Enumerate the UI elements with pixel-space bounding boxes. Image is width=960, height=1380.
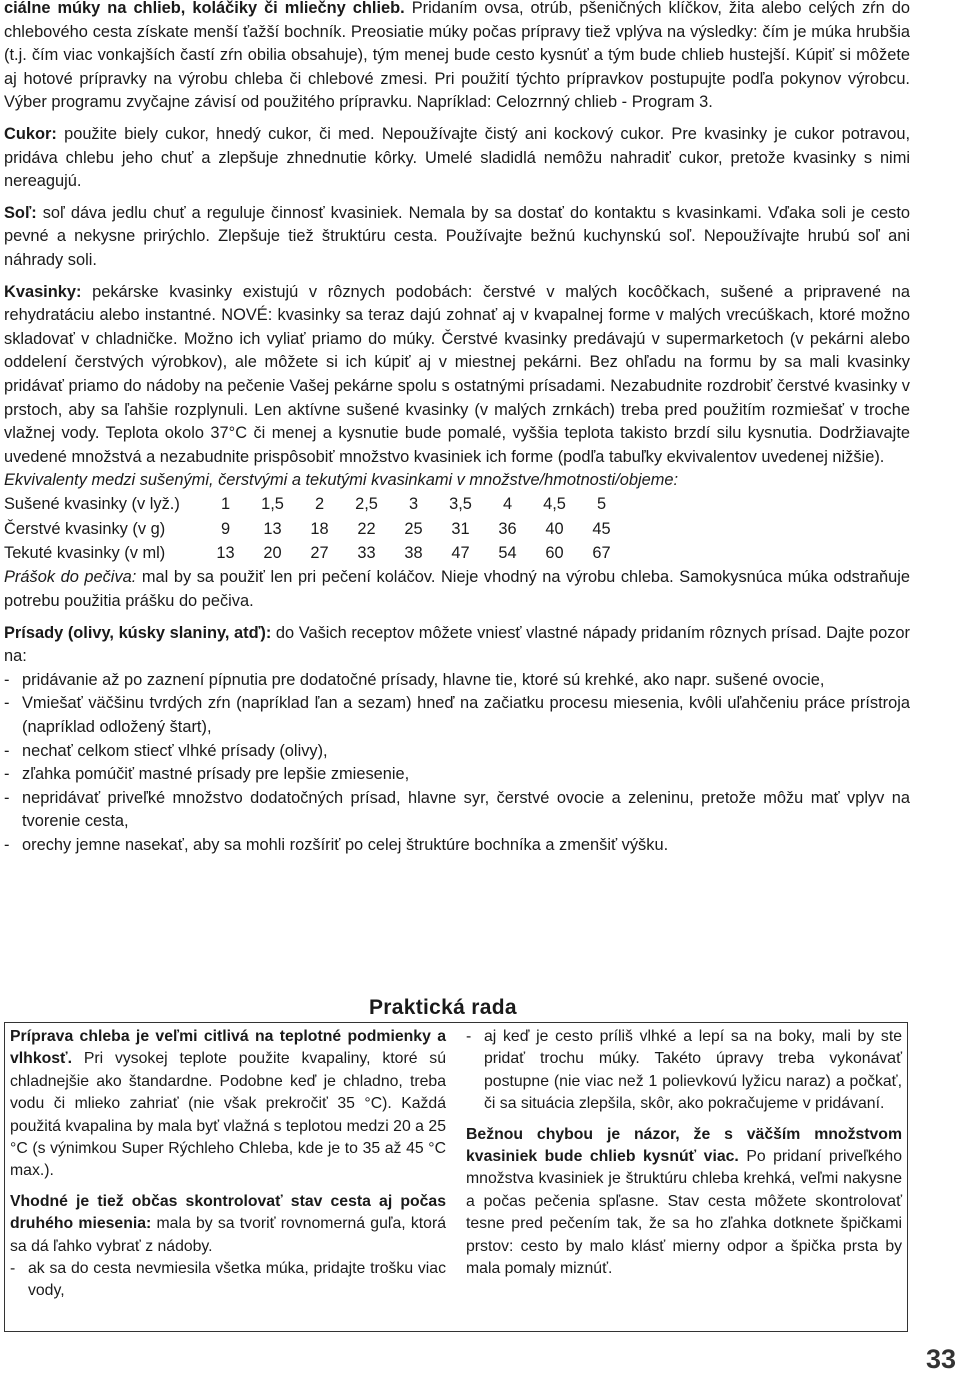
tip-check-heading: Vhodné je tiež občas skontrolovať stav cesta aj počas druhého miesenia: [10, 1192, 446, 1233]
table-cell: 33 [357, 544, 376, 563]
tip-left-column [10, 1026, 446, 1303]
list-item: - ak sa do cesta nevmiesila všetka múka, pridajte trošku viac vody, [10, 1258, 446, 1303]
tip-box-title: Praktická rada [363, 994, 523, 1022]
list-item: - aj keď je cesto príliš vlhké a lepí sa na boky, mali by ste pridať trochu múky. Takéto úpravy treba vykonávať postupne (nie viac než 1 polievkovú lyžicu naraz) a počkať, či sa situácia zlepšila, skôr, ako pokračujeme v pridávaní. [466, 1026, 902, 1116]
table-row-label: Sušené kvasinky (v lyž.) [4, 495, 180, 514]
table-cell: 38 [404, 544, 423, 563]
tip-temperature-heading: Príprava chleba je veľmi citlivá na teplotné podmienky a vlhkosť. [10, 1028, 446, 1068]
main-text [4, 0, 910, 858]
salt-text: soľ dáva jedlu chuť a reguluje činnosť kvasiniek. Nemala by sa dostať do kontaktu s kvasinkami. Vďaka soli je cesto pevné a nekysne prirýchlo. Zlepšuje tiež štruktúru cesta. Používajte bežnú kuchynskú soľ. Nepoužívajte hrubú soľ ani náhrady soli. [4, 203, 910, 269]
table-cell: 25 [404, 519, 423, 538]
paragraph-salt [4, 202, 910, 273]
table-row [4, 542, 625, 567]
table-cell: 31 [451, 519, 470, 538]
list-item: - Vmiešať väčšinu tvrdých zŕn (napríklad ľan a sezam) hneď na začiatku procesu miesenia, kvôli uľahčeniu práce prístroja (napríklad odložený štart), [4, 692, 910, 739]
additions-list [4, 669, 910, 858]
table-cell: 1 [220, 495, 231, 514]
paragraph-flour [4, 0, 910, 115]
table-cell: 3,5 [449, 495, 472, 514]
tip-check-paragraph [10, 1191, 446, 1258]
flour-text: Pridaním ovsa, otrúb, pšeničných klíčkov, žita alebo celých zŕn do chlebového cesta získate menší ťažší bochník. Preosiatie múky počas prípravy tiež vplýva na výsledky: čím je múka hrubšia (t.j. čím viac vonkajších častí zŕn obilia obsahuje), tým menej bude cesto kysnúť a tým bude chlieb hustejší. Kúpiť si môžete aj hotové prípravky na výrobu chleba či chlebové zmesi. Pri použití týchto prípravkov postupujte podľa pokynov výrobcu. Výber programu zvyčajne závisí od použitého prípravku. Napríklad: Celozrnný chlieb - Program 3. [4, 0, 910, 112]
table-row [4, 517, 625, 542]
table-cell: 2,5 [355, 495, 378, 514]
table-cell: 47 [451, 544, 470, 563]
table-cell: 40 [545, 519, 564, 538]
additions-heading: Prísady (olivy, kúsky slaniny, atď): [4, 623, 272, 642]
table-row-label: Čerstvé kvasinky (v g) [4, 519, 166, 538]
table-cell: 36 [498, 519, 517, 538]
tip-check-text: mala by sa tvoriť rovnomerná guľa, ktorá sa dá ľahko vybrať z nádoby. [10, 1215, 446, 1255]
tip-temperature-text: Pri vysokej teplote použite kvapaliny, ktoré sú chladnejšie ako štandardne. Podobne keď je chladno, treba vodu či mlieko zahriať (nie však prekročiť 35 °C). Každá použitá kvapalina by mala byť vlažná s teplotou medzi 20 a 25 °C (s výnimkou Super Rýchleho Chleba, kde je to 35 až 45 °C max.). [10, 1050, 446, 1180]
baking-powder-text: mal by sa použiť len pri pečení koláčov. Nieje vhodný na výrobu chleba. Samokysnúca múka odstraňuje potrebu použitia prášku do pečiva. [4, 568, 910, 610]
table-cell: 1,5 [261, 495, 284, 514]
baking-powder-heading: Prášok do pečiva: [4, 568, 137, 587]
list-item: - pridávanie až po zaznení pípnutia pre dodatočné prísady, hlavne tie, ktoré sú krehké, ako napr. sušené ovocie, [4, 669, 910, 693]
tip-yeast-heading: Bežnou chybou je názor, že s väčším množstvom kvasiniek bude chlieb kysnúť viac. [466, 1125, 902, 1166]
tip-left-list [10, 1258, 446, 1303]
table-row-label: Tekuté kvasinky (v ml) [4, 544, 166, 563]
table-cell: 54 [498, 544, 517, 563]
table-cell: 4 [502, 495, 513, 514]
paragraph-additions [4, 622, 910, 669]
salt-heading: Soľ: [4, 203, 37, 222]
table-cell: 2 [314, 495, 325, 514]
tip-right-column [466, 1026, 902, 1288]
table-cell: 27 [310, 544, 329, 563]
list-item: - orechy jemne nasekať, aby sa mohli rozšíriť po celej štruktúre bochníka a zmenšiť výšku. [4, 834, 910, 858]
page-number: 33 [925, 1344, 956, 1374]
list-item: - nepridávať priveľké množstvo dodatočných prísad, hlavne syr, čerstvé ovocie a zeleninu, pretože môžu mať vplyv na tvorenie cesta, [4, 787, 910, 834]
yeast-heading: Kvasinky: [4, 282, 82, 301]
table-cell: 22 [357, 519, 376, 538]
table-cell: 18 [310, 519, 329, 538]
paragraph-yeast [4, 281, 910, 470]
flour-heading: ciálne múky na chlieb, koláčiky či mliečny chlieb. [4, 0, 405, 17]
sugar-text: použite biely cukor, hnedý cukor, či med. Nepoužívajte čistý ani kockový cukor. Pre kvasinky je cukor potravou, pridáva chlebu jeho chuť a zlepšuje zhnednutie kôrky. Umelé sladidlá nemôžu nahradiť cukor, pretože kvasinky s nimi nereagujú. [4, 124, 910, 191]
table-cell: 13 [216, 544, 235, 563]
tip-yeast-paragraph [466, 1124, 902, 1281]
list-item: - zľahka pomúčiť mastné prísady pre lepšie zmiesenie, [4, 763, 910, 787]
table-cell: 5 [596, 495, 607, 514]
table-cell: 45 [592, 519, 611, 538]
table-cell: 3 [408, 495, 419, 514]
table-cell: 4,5 [543, 495, 566, 514]
table-cell: 60 [545, 544, 564, 563]
yeast-equivalents-table [4, 493, 625, 567]
yeast-text: pekárske kvasinky existujú v rôznych podobách: čerstvé v malých kocôčkach, sušené a pripravené na rehydratáciu alebo instantné. NOVÉ: kvasinky sa teraz dajú zohnať aj v kvapalnej forme v malých vrecúškach, ktoré možno skladovať v chladničke. Možno ich vyliať priamo do múky. Čerstvé kvasinky predávajú v supermarketoch (v pekárni alebo oddelení čerstvých výrobkov), ale môžete si ich kúpiť aj v miestnej pekárni. Bez ohľadu na formu by sa mali kvasinky pridávať priamo do nádoby na pečenie Vašej pekárne spolu s ostatnými prísadami. Nezabudnite rozdrobiť čerstvé kvasinky v prstoch, aby sa ľahšie rozplynuli. Len aktívne sušené kvasinky (v malých zrnkách) treba pred použitím rozmiešať v troche vlažnej vody. Teplota okolo 37°C či menej a kysnutie bude pomalé, vyššia teplota takisto brzdí silu kysnutia. Dodržiavajte uvedené množstvá a nezabudnite prispôsobiť množstvo kvasiniek ich forme (podľa tabuľky ekvivalentov uvedenej nižšie). [4, 282, 910, 466]
table-cell: 9 [220, 519, 231, 538]
paragraph-sugar [4, 123, 910, 194]
tip-right-list [466, 1026, 902, 1116]
equivalents-title: Ekvivalenty medzi sušenými, čerstvými a tekutými kvasinkami v množstve/hmotnosti/objeme: [4, 471, 679, 490]
tip-temperature-paragraph [10, 1026, 446, 1183]
additions-text: do Vašich receptov môžete vniesť vlastné nápady pridaním rôznych prísad. Dajte pozor na: [4, 623, 910, 666]
table-row [4, 493, 625, 518]
table-cell: 13 [263, 519, 282, 538]
sugar-heading: Cukor: [4, 124, 57, 143]
list-item: - nechať celkom stiecť vlhké prísady (olivy), [4, 740, 910, 764]
paragraph-baking-powder [4, 566, 910, 613]
table-cell: 20 [263, 544, 282, 563]
tip-yeast-text: Po pridaní priveľkého množstva kvasiniek je štruktúru chleba krehká, veľmi nakysne a počas pečenia spľasne. Stav cesta môžete skontrolovať tesne pred pečením tak, že sa ho zľahka dotknete špičkami prstov: cesto by malo klásť mierny odpor a špička prsta by mala pomaly miznúť. [466, 1148, 903, 1278]
table-cell: 67 [592, 544, 611, 563]
